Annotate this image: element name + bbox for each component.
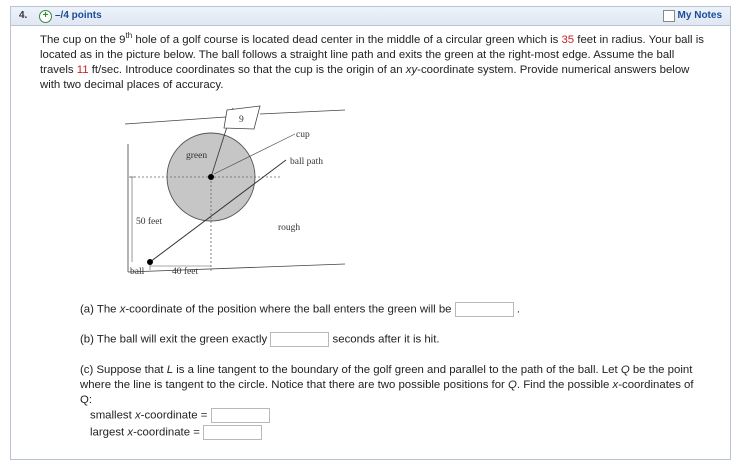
answer-b-input[interactable]	[270, 332, 329, 347]
rough-label: rough	[278, 223, 301, 233]
flag-label: 9	[239, 115, 244, 125]
largest-x: x	[127, 426, 134, 439]
largest-x-input[interactable]	[203, 425, 262, 440]
part-b-post: seconds after it is hit.	[332, 333, 440, 346]
part-c-4: . Find the possible	[516, 379, 613, 391]
part-c-5: -coordinates of Q:	[80, 379, 694, 406]
part-a-pre: (a) The	[80, 303, 120, 316]
ball-dot	[147, 259, 153, 265]
part-c-2: is a line tangent to the boundary of the golf green and parallel to the path of the ball. Let	[173, 364, 621, 376]
question-number: 4.	[19, 10, 28, 21]
largest-pre: largest	[90, 426, 128, 439]
notes-icon	[663, 10, 675, 22]
part-a-x: x	[119, 303, 126, 316]
problem-text-4: ft/sec. Introduce coordinates so that the cup is the origin of an	[88, 64, 406, 76]
forty-feet-label: 40 feet	[172, 267, 199, 277]
points-label: –/4 points	[55, 10, 102, 21]
smallest-x-input[interactable]	[211, 408, 270, 423]
ball-path-label: ball path	[290, 157, 323, 167]
radius-value: 35	[561, 34, 575, 46]
cup-label: cup	[296, 130, 310, 140]
answer-a-input[interactable]	[455, 302, 514, 317]
smallest-row	[90, 408, 270, 423]
speed-value: 11	[76, 64, 89, 76]
part-c-3: be the point where the line is tangent to the circle. Notice that there are two possible positions for	[80, 364, 693, 391]
problem-text	[40, 33, 710, 93]
part-c-L: L	[166, 364, 174, 376]
problem-sup: th	[125, 31, 133, 41]
part-b	[80, 332, 440, 347]
question-header	[11, 7, 730, 26]
part-a	[80, 302, 520, 317]
part-a-end: .	[516, 303, 521, 316]
part-c-Q2: Q	[508, 379, 517, 391]
expand-plus-icon[interactable]: +	[39, 10, 52, 23]
green-label: green	[186, 151, 208, 161]
smallest-x: x	[134, 409, 141, 422]
largest-post: -coordinate =	[133, 426, 200, 439]
problem-text-1: The cup on the 9	[40, 34, 126, 46]
fifty-feet-label: 50 feet	[136, 217, 163, 227]
part-c-1: (c) Suppose that	[80, 364, 167, 376]
ball-label: ball	[130, 267, 145, 277]
part-c-Q: Q	[620, 364, 630, 376]
problem-xy: xy	[405, 64, 418, 76]
largest-row	[90, 425, 262, 440]
smallest-post: -coordinate =	[140, 409, 208, 422]
my-notes-button[interactable]	[660, 9, 726, 22]
my-notes-label: My Notes	[677, 10, 722, 21]
cup-dot	[208, 174, 214, 180]
part-c	[80, 363, 705, 408]
problem-text-2: hole of a golf course is located dead center in the middle of a circular green which is	[132, 34, 562, 46]
part-c-x: x	[612, 379, 619, 391]
smallest-pre: smallest	[90, 409, 135, 422]
problem-text-3: feet in radius. Your ball is located as in the picture below. The ball follows a straight line path and exits the green at the right-most edge. Assume the ball travels	[40, 34, 704, 76]
part-b-pre: (b) The ball will exit the green exactly	[80, 333, 268, 346]
golf-green-figure	[120, 104, 350, 284]
part-a-post: -coordinate of the position where the ball enters the green will be	[125, 303, 452, 316]
problem-text-5: -coordinate system. Provide numerical answers below with two decimal places of accuracy.	[40, 64, 690, 91]
